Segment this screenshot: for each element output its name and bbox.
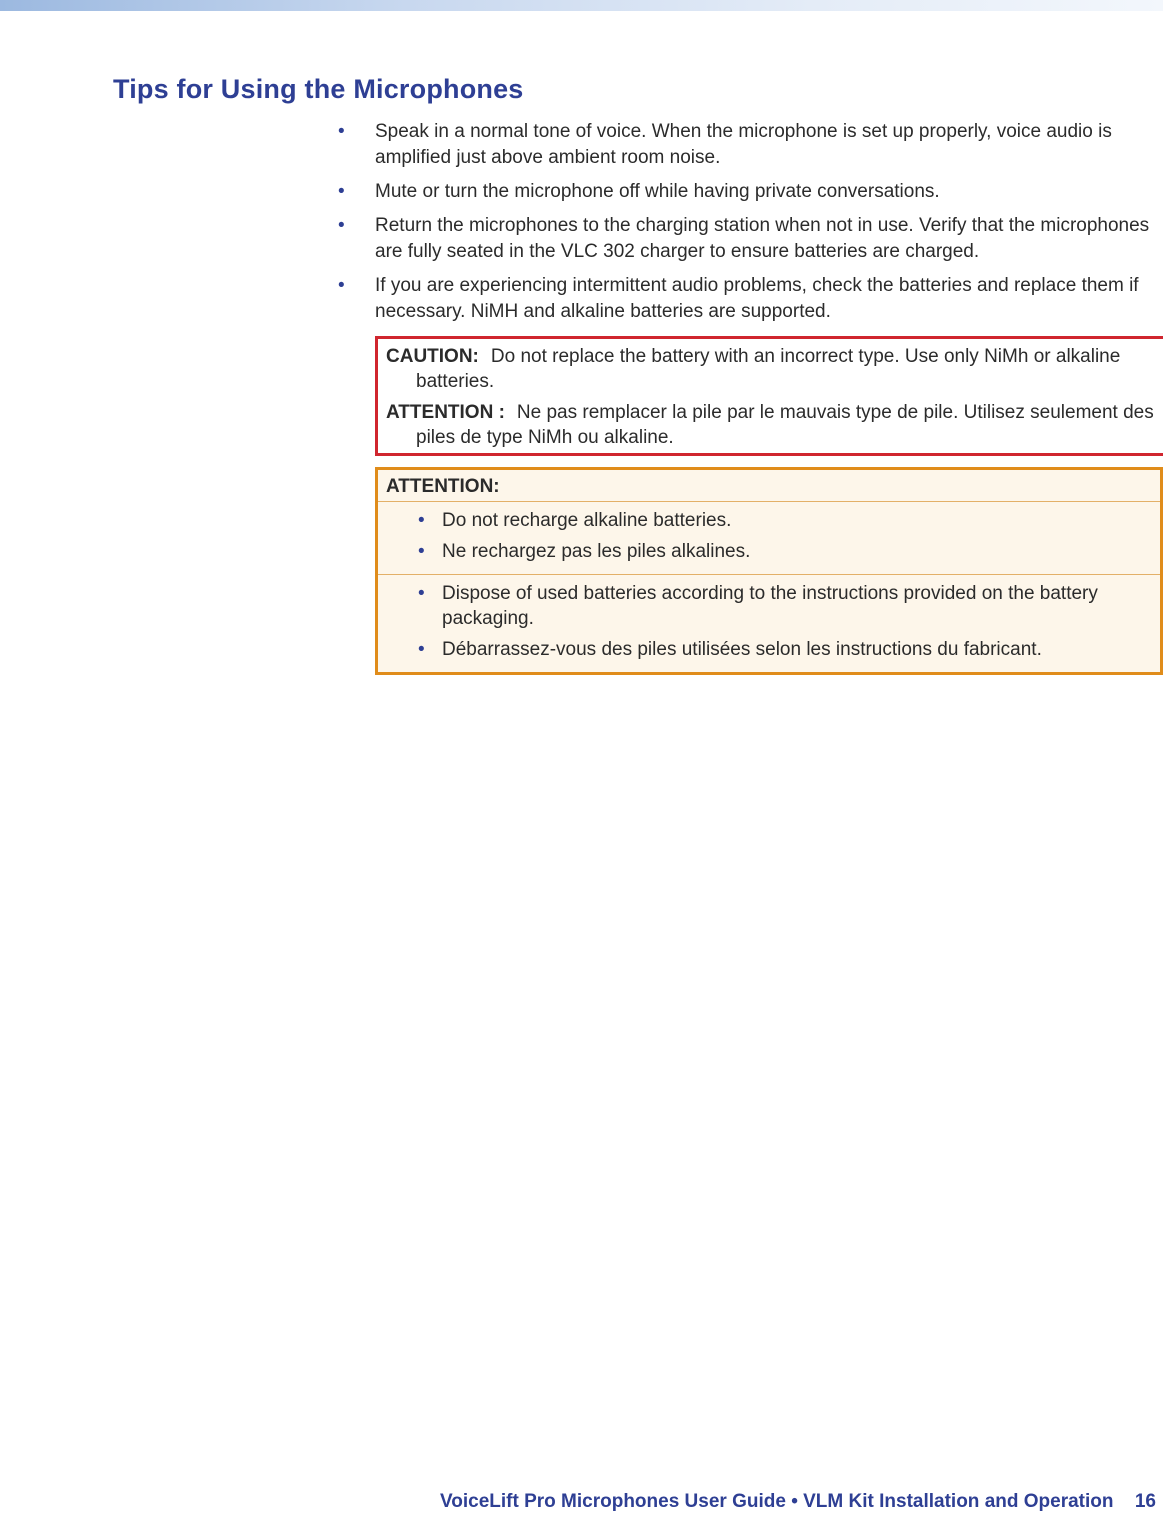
attention-item bbox=[378, 581, 1160, 631]
attention-text: Dispose of used batteries according to the instructions provided on the battery packaging. bbox=[442, 583, 1098, 629]
tip-item bbox=[336, 179, 1163, 205]
bullet-icon: • bbox=[338, 121, 345, 142]
tip-item bbox=[336, 119, 1163, 171]
footer-title: VoiceLift Pro Microphones User Guide • VLM Kit Installation and Operation bbox=[440, 1491, 1114, 1512]
attention-heading: ATTENTION: bbox=[378, 470, 1160, 502]
tips-list bbox=[336, 119, 1163, 333]
tip-text: Mute or turn the microphone off while having private conversations. bbox=[375, 181, 940, 202]
bullet-icon: • bbox=[338, 181, 345, 202]
attention-text: Débarrassez-vous des piles utilisées selon les instructions du fabricant. bbox=[442, 639, 1042, 660]
attention-group-dispose bbox=[378, 574, 1160, 672]
header-gradient-bar bbox=[0, 0, 1163, 11]
attention-box bbox=[375, 467, 1163, 675]
attention-group-recharge bbox=[378, 502, 1160, 574]
page-number: 16 bbox=[1134, 1491, 1156, 1512]
tip-text: Speak in a normal tone of voice. When the microphone is set up properly, voice audio is amplified just above ambient room noise. bbox=[375, 121, 1112, 168]
tip-item bbox=[336, 273, 1163, 325]
caution-text-fr: Ne pas remplacer la pile par le mauvais type de pile. Utilisez seulement des piles de type NiMh ou alkaline. bbox=[416, 402, 1154, 448]
tip-item bbox=[336, 213, 1163, 265]
section-title: Tips for Using the Microphones bbox=[113, 74, 524, 104]
caution-label: CAUTION: bbox=[386, 346, 479, 367]
attention-item bbox=[378, 539, 1160, 564]
caution-label-fr: ATTENTION : bbox=[386, 402, 505, 423]
bullet-icon: • bbox=[338, 275, 345, 296]
caution-entry-en bbox=[386, 344, 1163, 394]
caution-text: Do not replace the battery with an incorrect type. Use only NiMh or alkaline batteries. bbox=[416, 346, 1121, 392]
caution-box bbox=[375, 336, 1163, 456]
attention-item bbox=[378, 508, 1160, 533]
attention-text: Ne rechargez pas les piles alkalines. bbox=[442, 541, 751, 562]
attention-item bbox=[378, 637, 1160, 662]
tip-text: If you are experiencing intermittent audio problems, check the batteries and replace them if necessary. NiMH and alkaline batteries are supported. bbox=[375, 275, 1139, 322]
bullet-icon: • bbox=[418, 583, 425, 604]
bullet-icon: • bbox=[418, 510, 425, 531]
bullet-icon: • bbox=[418, 639, 425, 660]
caution-entry-fr bbox=[386, 400, 1163, 450]
tip-text: Return the microphones to the charging station when not in use. Verify that the microphones are fully seated in the VLC 302 charger to ensure batteries are charged. bbox=[375, 215, 1150, 262]
attention-text: Do not recharge alkaline batteries. bbox=[442, 510, 732, 531]
bullet-icon: • bbox=[338, 215, 345, 236]
bullet-icon: • bbox=[418, 541, 425, 562]
